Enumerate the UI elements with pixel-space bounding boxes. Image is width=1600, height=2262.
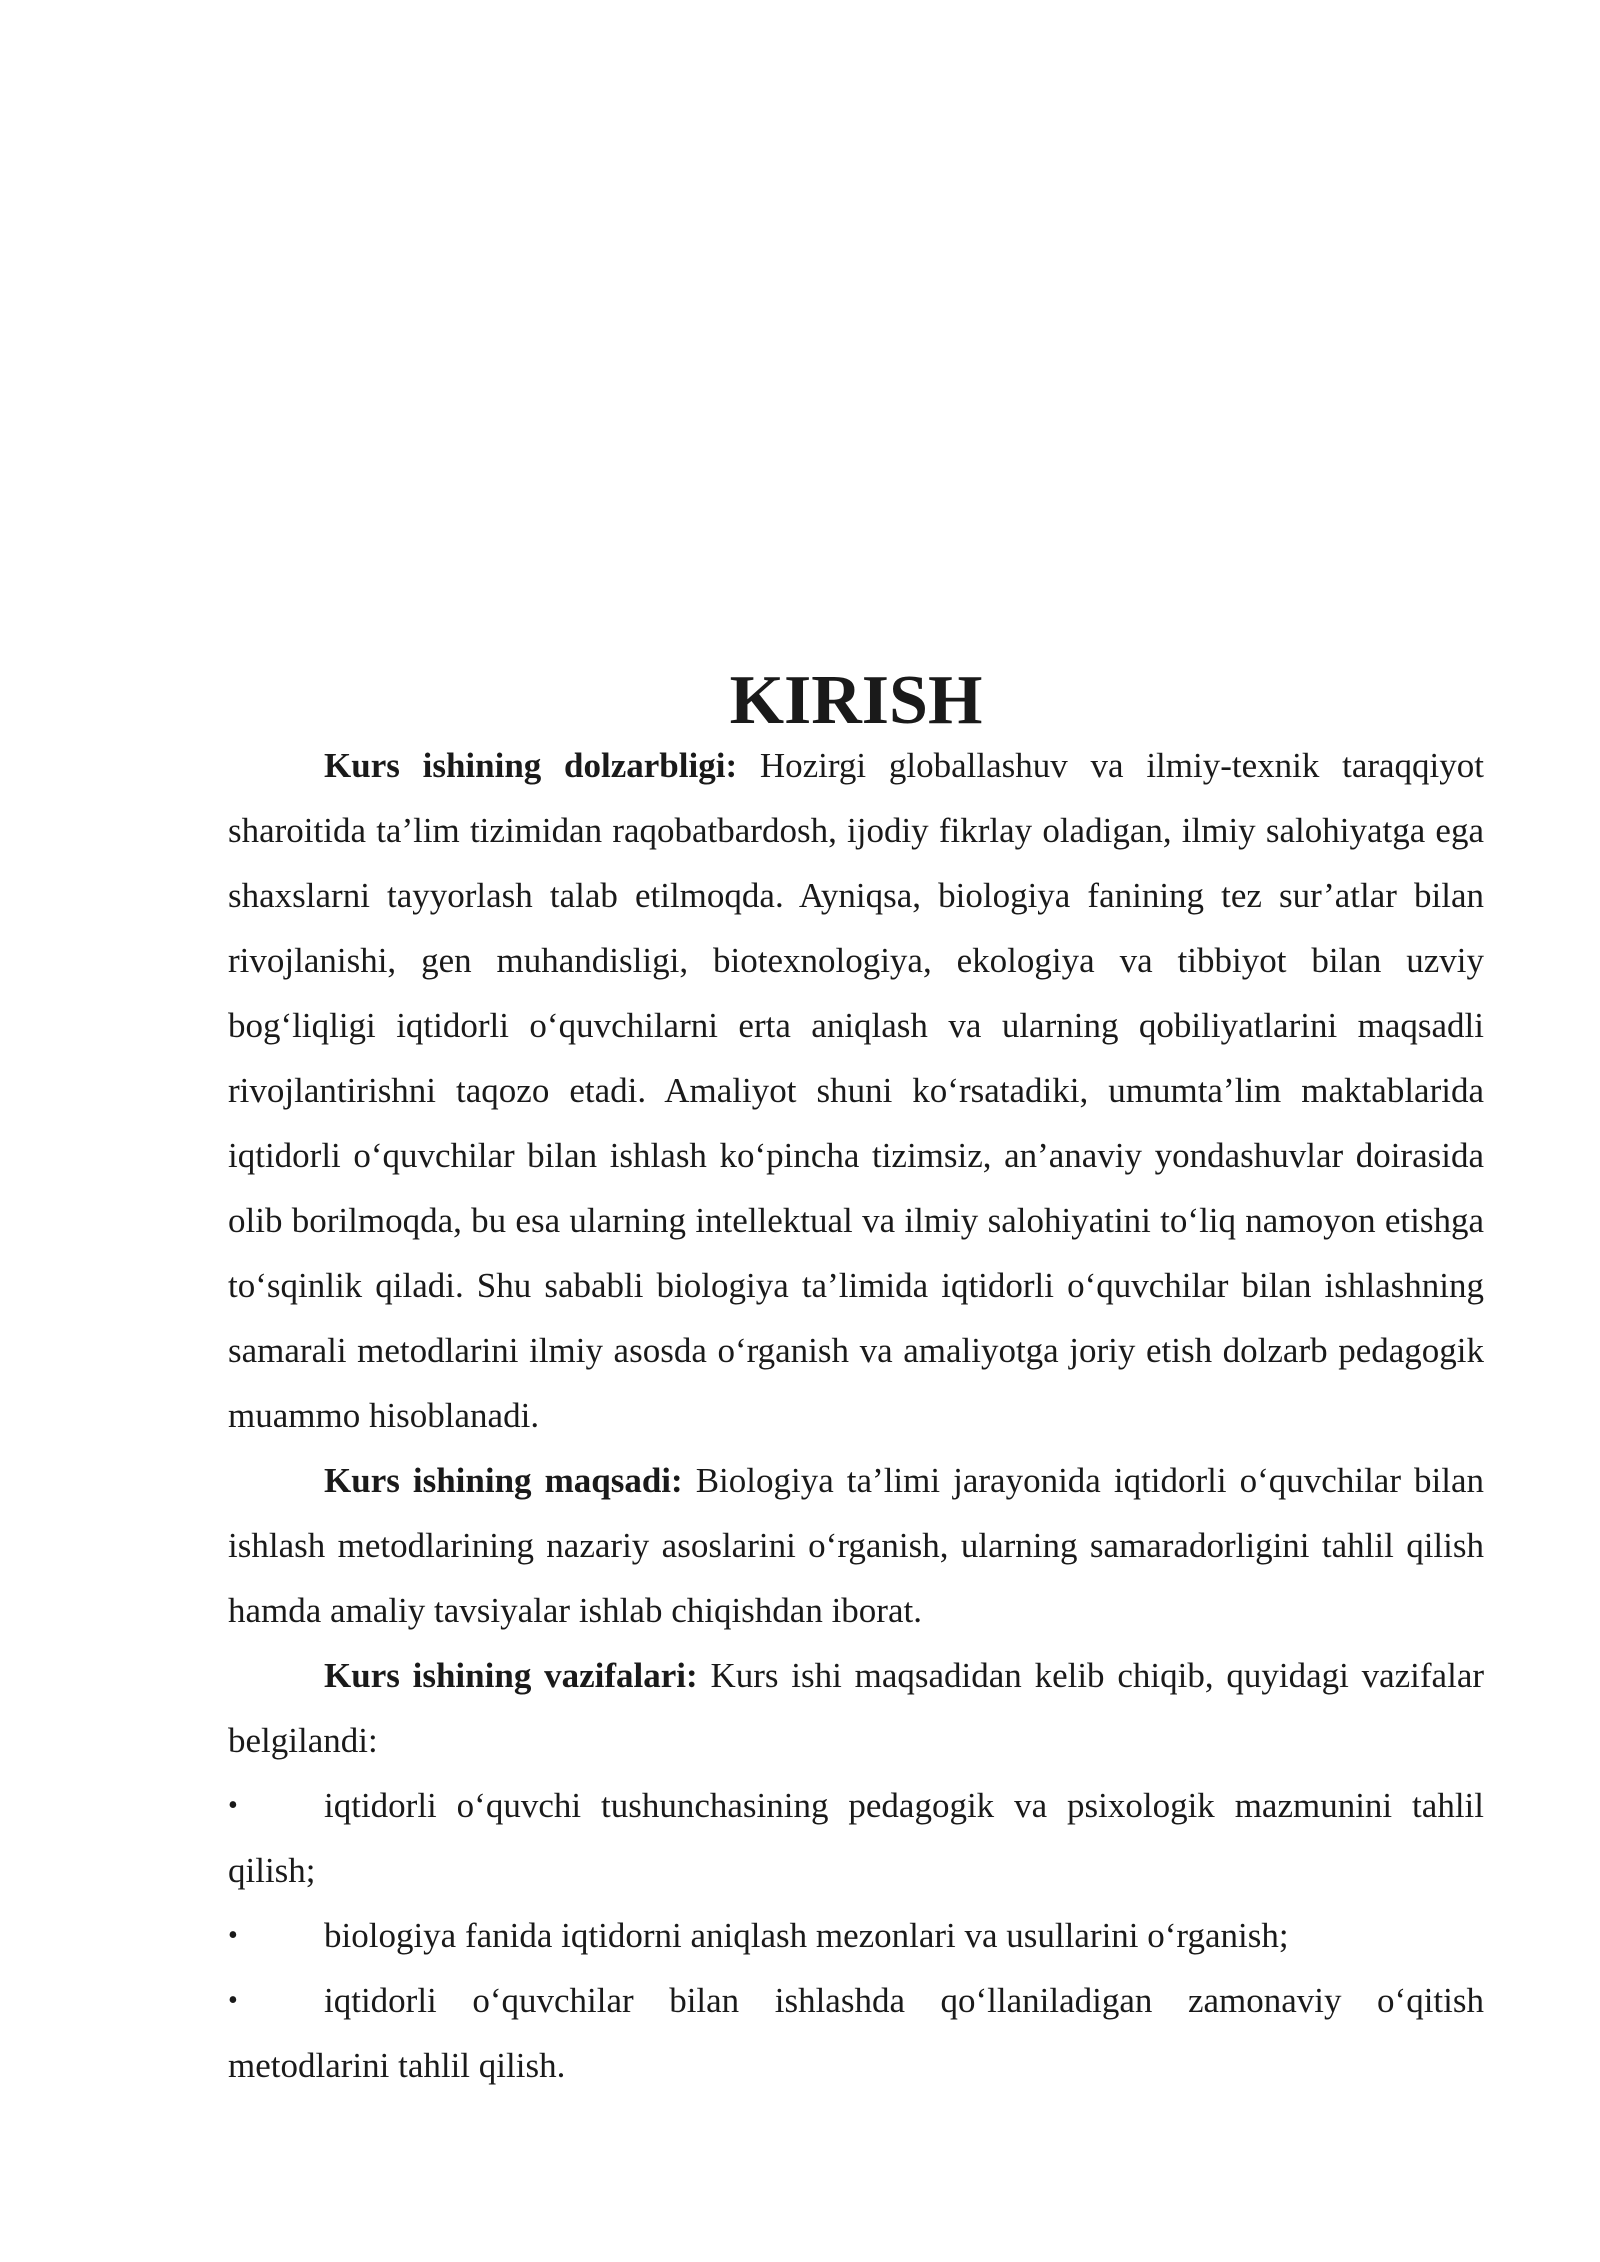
list-item [228,1903,1484,1968]
paragraph-lead: Kurs ishining dolzarbligi: [324,746,738,785]
bullet-icon: • [228,1920,238,1951]
paragraph-dolzarbligi [228,733,1484,1448]
list-item [228,1773,1484,1903]
paragraph-vazifalari [228,1643,1484,1773]
list-item-text: biologiya fanida iqtidorni aniqlash mezonlari va usullarini o‘rganish; [324,1916,1289,1955]
page-title: KIRISH [729,662,983,739]
paragraph-lead: Kurs ishining vazifalari: [324,1656,698,1695]
paragraph-lead: Kurs ishining maqsadi: [324,1461,683,1500]
bullet-icon: • [228,1790,238,1821]
list-item-text: iqtidorli o‘quvchilar bilan ishlashda qo‘llaniladigan zamonaviy o‘qitish metodlarini tahlil qilish. [228,1981,1484,2085]
document-page [228,662,1485,2098]
paragraph-text: Hozirgi globallashuv va ilmiy-texnik taraqqiyot sharoitida ta’lim tizimidan raqobatbardosh, ijodiy fikrlay oladigan, ilmiy salohiyatga ega shaxslarni tayyorlash talab etilmoqda. Ayniqsa, biologiya fanining tez sur’atlar bilan rivojlanishi, gen muhandisligi, biotexnologiya, ekologiya va tibbiyot bilan uzviy bog‘liqligi iqtidorli o‘quvchilarni erta aniqlash va ularning qobiliyatlarini maqsadli rivojlantirishni taqozo etadi. Amaliyot shuni ko‘rsatadiki, umumta’lim maktablarida iqtidorli o‘quvchilar bilan ishlash ko‘pincha tizimsiz, an’anaviy yondashuvlar doirasida olib borilmoqda, bu esa ularning intellektual va ilmiy salohiyatini to‘liq namoyon etishga to‘sqinlik qiladi. Shu sababli biologiya ta’limida iqtidorli o‘quvchilar bilan ishlashning samarali metodlarini ilmiy asosda o‘rganish va amaliyotga joriy etish dolzarb pedagogik muammo hisoblanadi. [228,746,1485,1435]
list-item [228,1968,1484,2098]
paragraph-maqsadi [228,1448,1484,1643]
paragraph-text: Biologiya ta’limi jarayonida iqtidorli o‘quvchilar bilan ishlash metodlarining nazariy asoslarini o‘rganish, ularning samaradorligini tahlil qilish hamda amaliy tavsiyalar ishlab chiqishdan iborat. [228,1461,1484,1630]
bullet-icon: • [228,1985,238,2016]
paragraph-text: Kurs ishi maqsadidan kelib chiqib, quyidagi vazifalar belgilandi: [228,1656,1485,1760]
list-item-text: iqtidorli o‘quvchi tushunchasining pedagogik va psixologik mazmunini tahlil qilish; [228,1786,1484,1890]
